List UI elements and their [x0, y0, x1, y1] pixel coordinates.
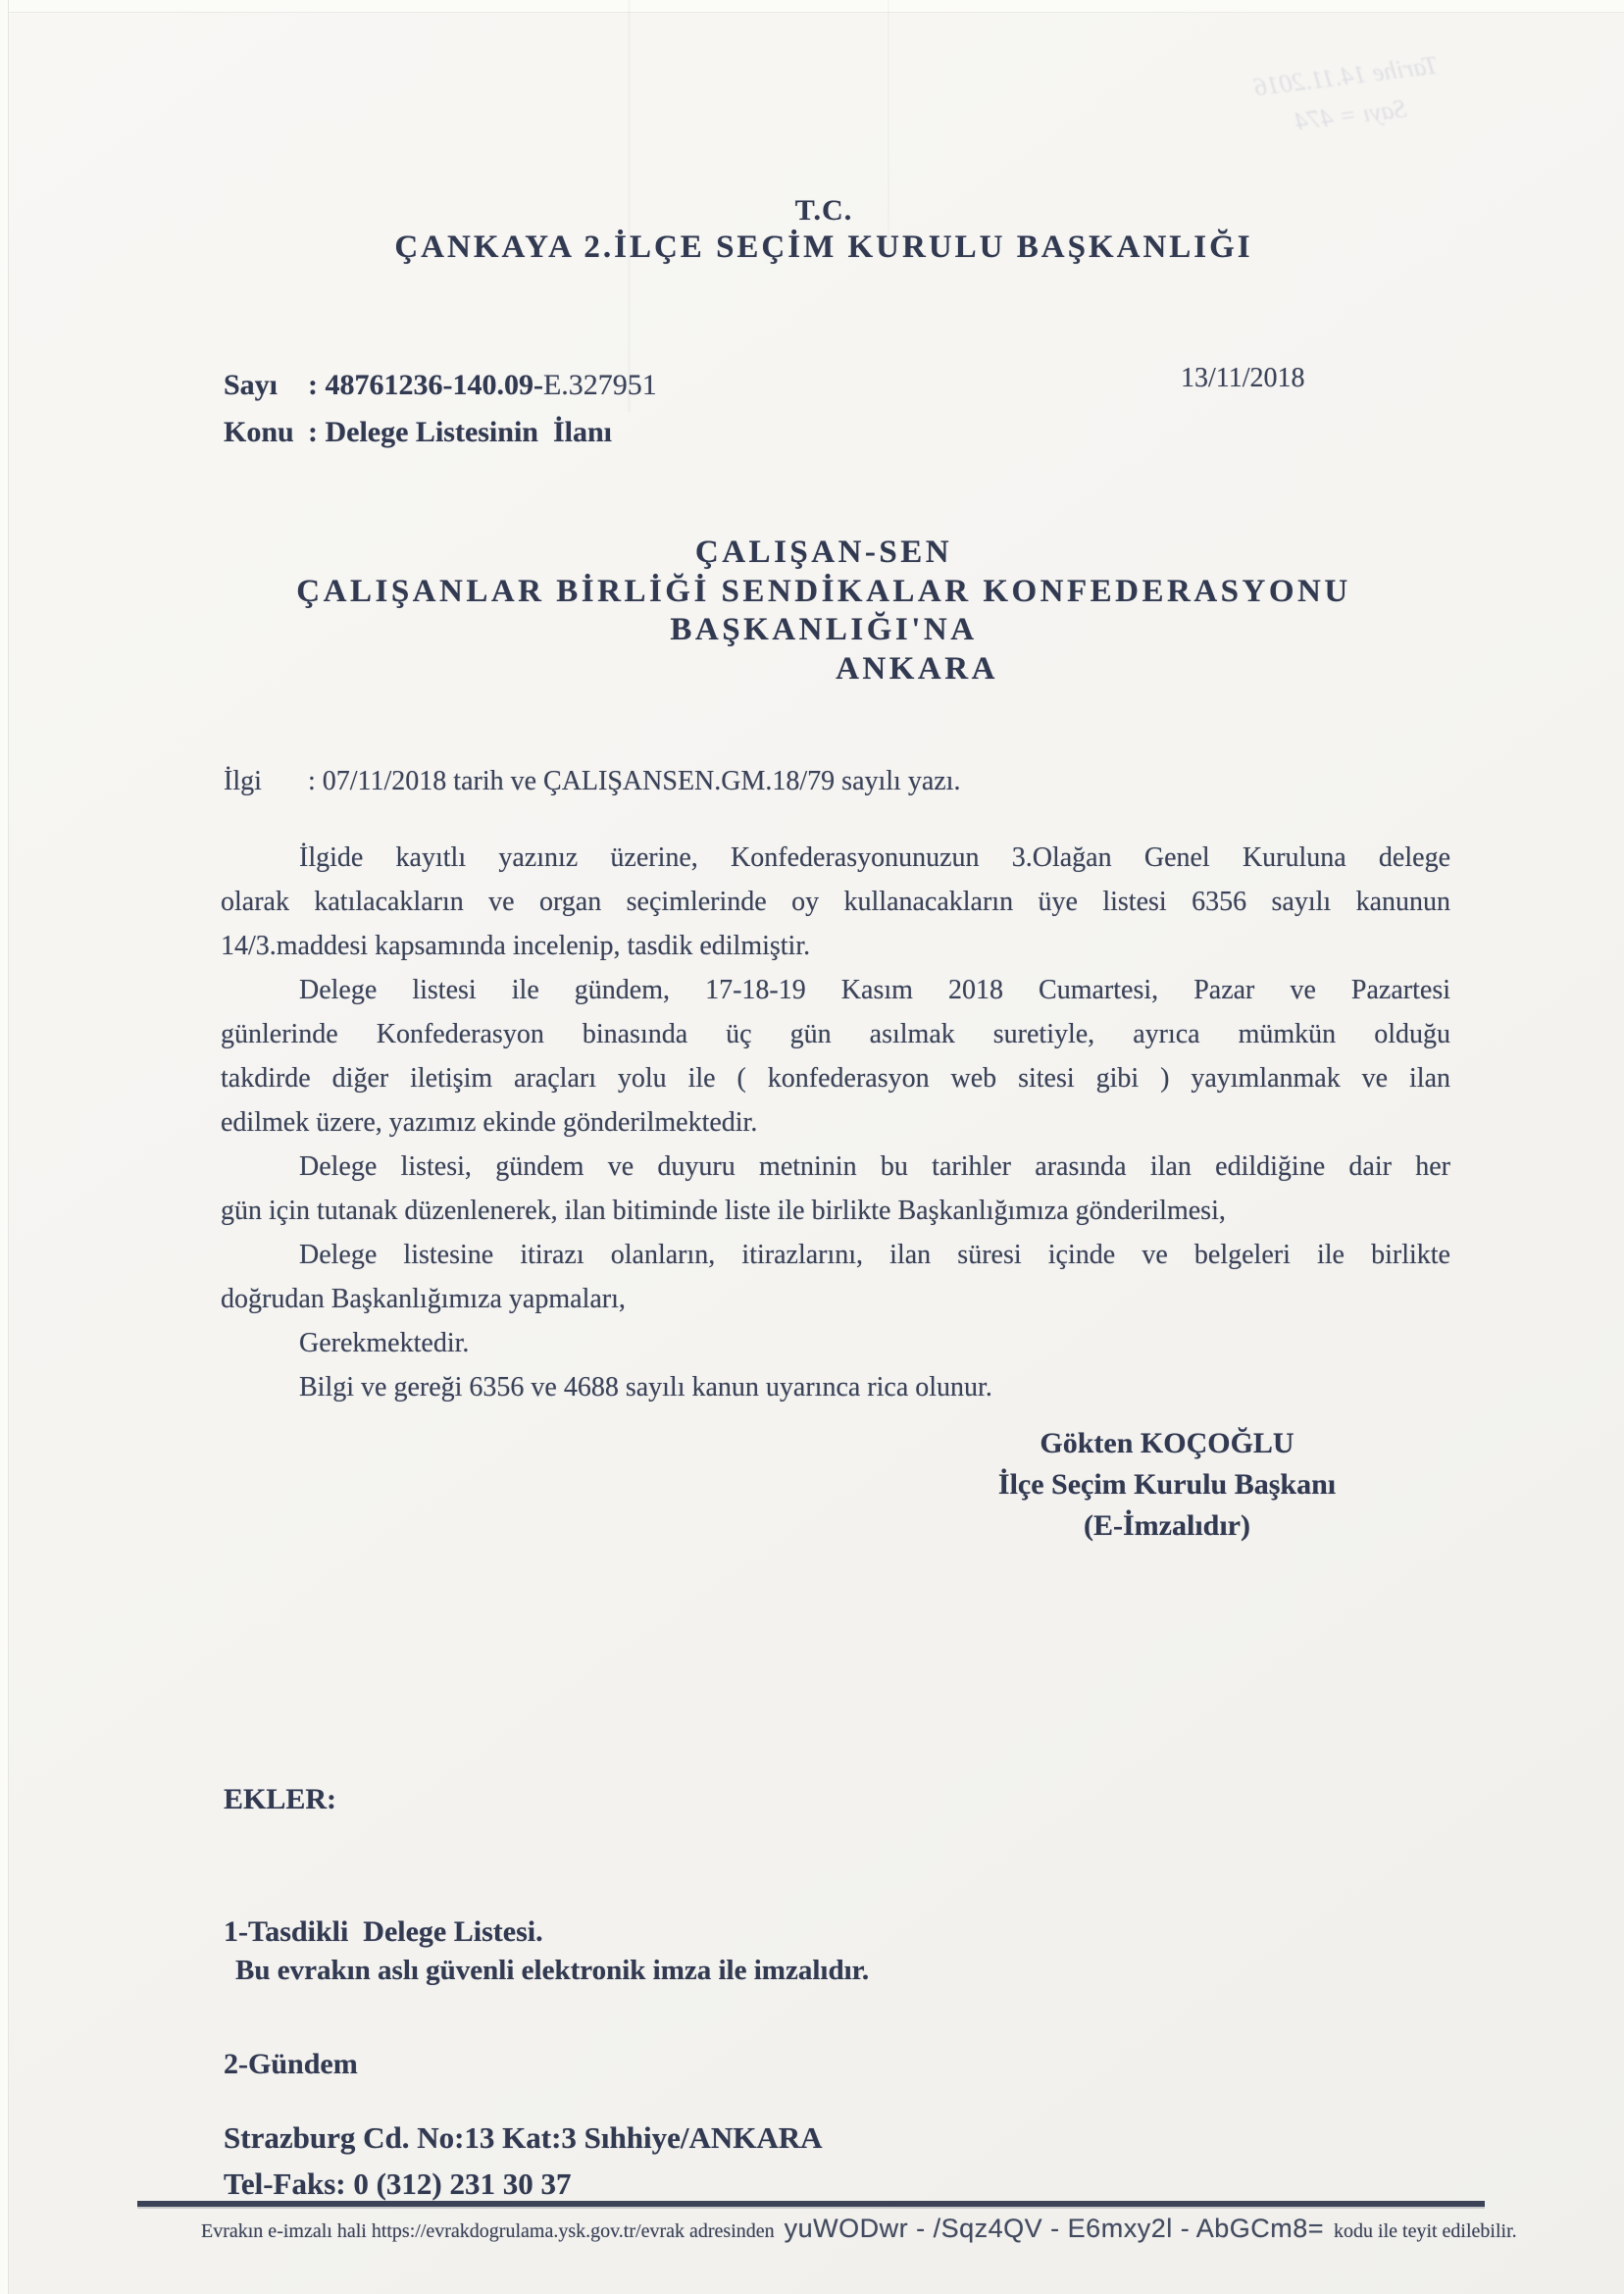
sayi-value [308, 369, 657, 402]
body-line: doğrudan Başkanlığımıza yapmaları, [221, 1284, 626, 1314]
body-line: gün için tutanak düzenlenerek, ilan bitiminde liste ile birlikte Başkanlığımıza gönderilmesi, [221, 1196, 1226, 1226]
body-line: Delege listesine itirazı olanların, itirazlarını, ilan süresi içinde ve belgeleri ile birlikte [299, 1240, 1450, 1270]
konu-label: Konu [224, 416, 294, 448]
body-line: Bilgi ve gereği 6356 ve 4688 sayılı kanun uyarınca rica olunur. [299, 1372, 992, 1402]
e-signature-note: (E-İmzalıdır) [1084, 1509, 1250, 1542]
letter-body [221, 836, 1450, 1409]
body-line: İlgide kayıtlı yazınız üzerine, Konfederasyonunuzun 3.Olağan Genel Kuruluna delege [299, 842, 1450, 873]
verification-footer [201, 2214, 1517, 2244]
body-line: günlerinde Konfederasyon binasında üç gün asılmak suretiyle, ayrıca mümkün olduğu [221, 1019, 1450, 1049]
verification-code: yuWODwr - /Sqz4QV - E6mxy2l - AbGCm8= [784, 2214, 1325, 2243]
body-line: 14/3.maddesi kapsamında incelenip, tasdik edilmiştir. [221, 931, 811, 961]
bleedthrough-line: Sayı = 474 [1293, 93, 1408, 136]
reference-label: İlgi [224, 766, 262, 796]
document-date: 13/11/2018 [1181, 363, 1305, 393]
body-line: Gerekmektedir. [299, 1328, 470, 1358]
bleedthrough-line: Tarihe 14.11.2016 [1252, 50, 1440, 102]
body-line: takdirde diğer iletişim araçları yolu ile ( konfederasyon web sitesi gibi ) yayımlanmak ve ilan [221, 1063, 1450, 1094]
reference-row [224, 766, 960, 797]
security-note: Bu evrakın aslı güvenli elektronik imza ile imzalıdır. [235, 1955, 870, 1986]
recipient-city: ANKARA [836, 650, 998, 687]
bleedthrough-handwriting [1197, 39, 1499, 153]
attachments-heading: EKLER: [224, 1783, 337, 1815]
sayi-label: Sayı [224, 369, 279, 401]
attachment-item: 2-Gündem [224, 2048, 358, 2080]
signature-block [971, 1423, 1363, 1547]
verification-prefix: Evrakın e-imzalı hali https://evrakdogrulama.ysk.gov.tr/evrak adresinden [201, 2220, 775, 2242]
recipient-line: BAŞKANLIĞI'NA [670, 612, 978, 647]
body-line: edilmek üzere, yazımız ekinde gönderilmektedir. [221, 1107, 758, 1138]
verification-suffix: kodu ile teyit edilebilir. [1334, 2220, 1517, 2242]
signer-title: İlçe Seçim Kurulu Başkanı [997, 1468, 1337, 1501]
recipient-line: ÇALIŞAN-SEN [694, 535, 953, 570]
contact-address: Strazburg Cd. No:13 Kat:3 Sıhhiye/ANKARA [224, 2120, 823, 2155]
konu-value: : Delege Listesinin İlanı [308, 416, 613, 448]
footer-rule [137, 2201, 1485, 2207]
contact-telfax: Tel-Faks: 0 (312) 231 30 37 [224, 2167, 572, 2201]
body-line: Delege listesi ile gündem, 17-18-19 Kasım 2018 Cumartesi, Pazar ve Pazartesi [299, 975, 1450, 1005]
konu-row [224, 416, 612, 449]
recipient-block [221, 534, 1427, 688]
contact-block [224, 2115, 823, 2207]
scan-edge-top [0, 0, 1624, 13]
attachments-block [224, 1689, 543, 2174]
letterhead-title: ÇANKAYA 2.İLÇE SEÇİM KURULU BAŞKANLIĞI [394, 229, 1253, 265]
reference-value: : 07/11/2018 tarih ve ÇALIŞANSEN.GM.18/79 sayılı yazı. [308, 766, 961, 796]
letterhead-tc: T.C. [794, 194, 853, 227]
sayi-value-regular: E.327951 [542, 369, 657, 401]
attachment-item: 1-Tasdikli Delege Listesi. [224, 1915, 543, 1948]
body-line: olarak katılacakların ve organ seçimlerinde oy kullanacakların üye listesi 6356 sayılı kanunun [221, 887, 1450, 917]
signer-name: Gökten KOÇOĞLU [1040, 1427, 1294, 1459]
recipient-line: ÇALIŞANLAR BİRLİĞİ SENDİKALAR KONFEDERASYONU [296, 573, 1351, 609]
body-line: Delege listesi, gündem ve duyuru metninin bu tarihler arasında ilan edildiğine dair her [299, 1151, 1450, 1182]
sayi-value-bold: : 48761236-140.09- [308, 369, 543, 401]
sayi-row [224, 369, 657, 402]
scan-edge-left [0, 0, 9, 2294]
